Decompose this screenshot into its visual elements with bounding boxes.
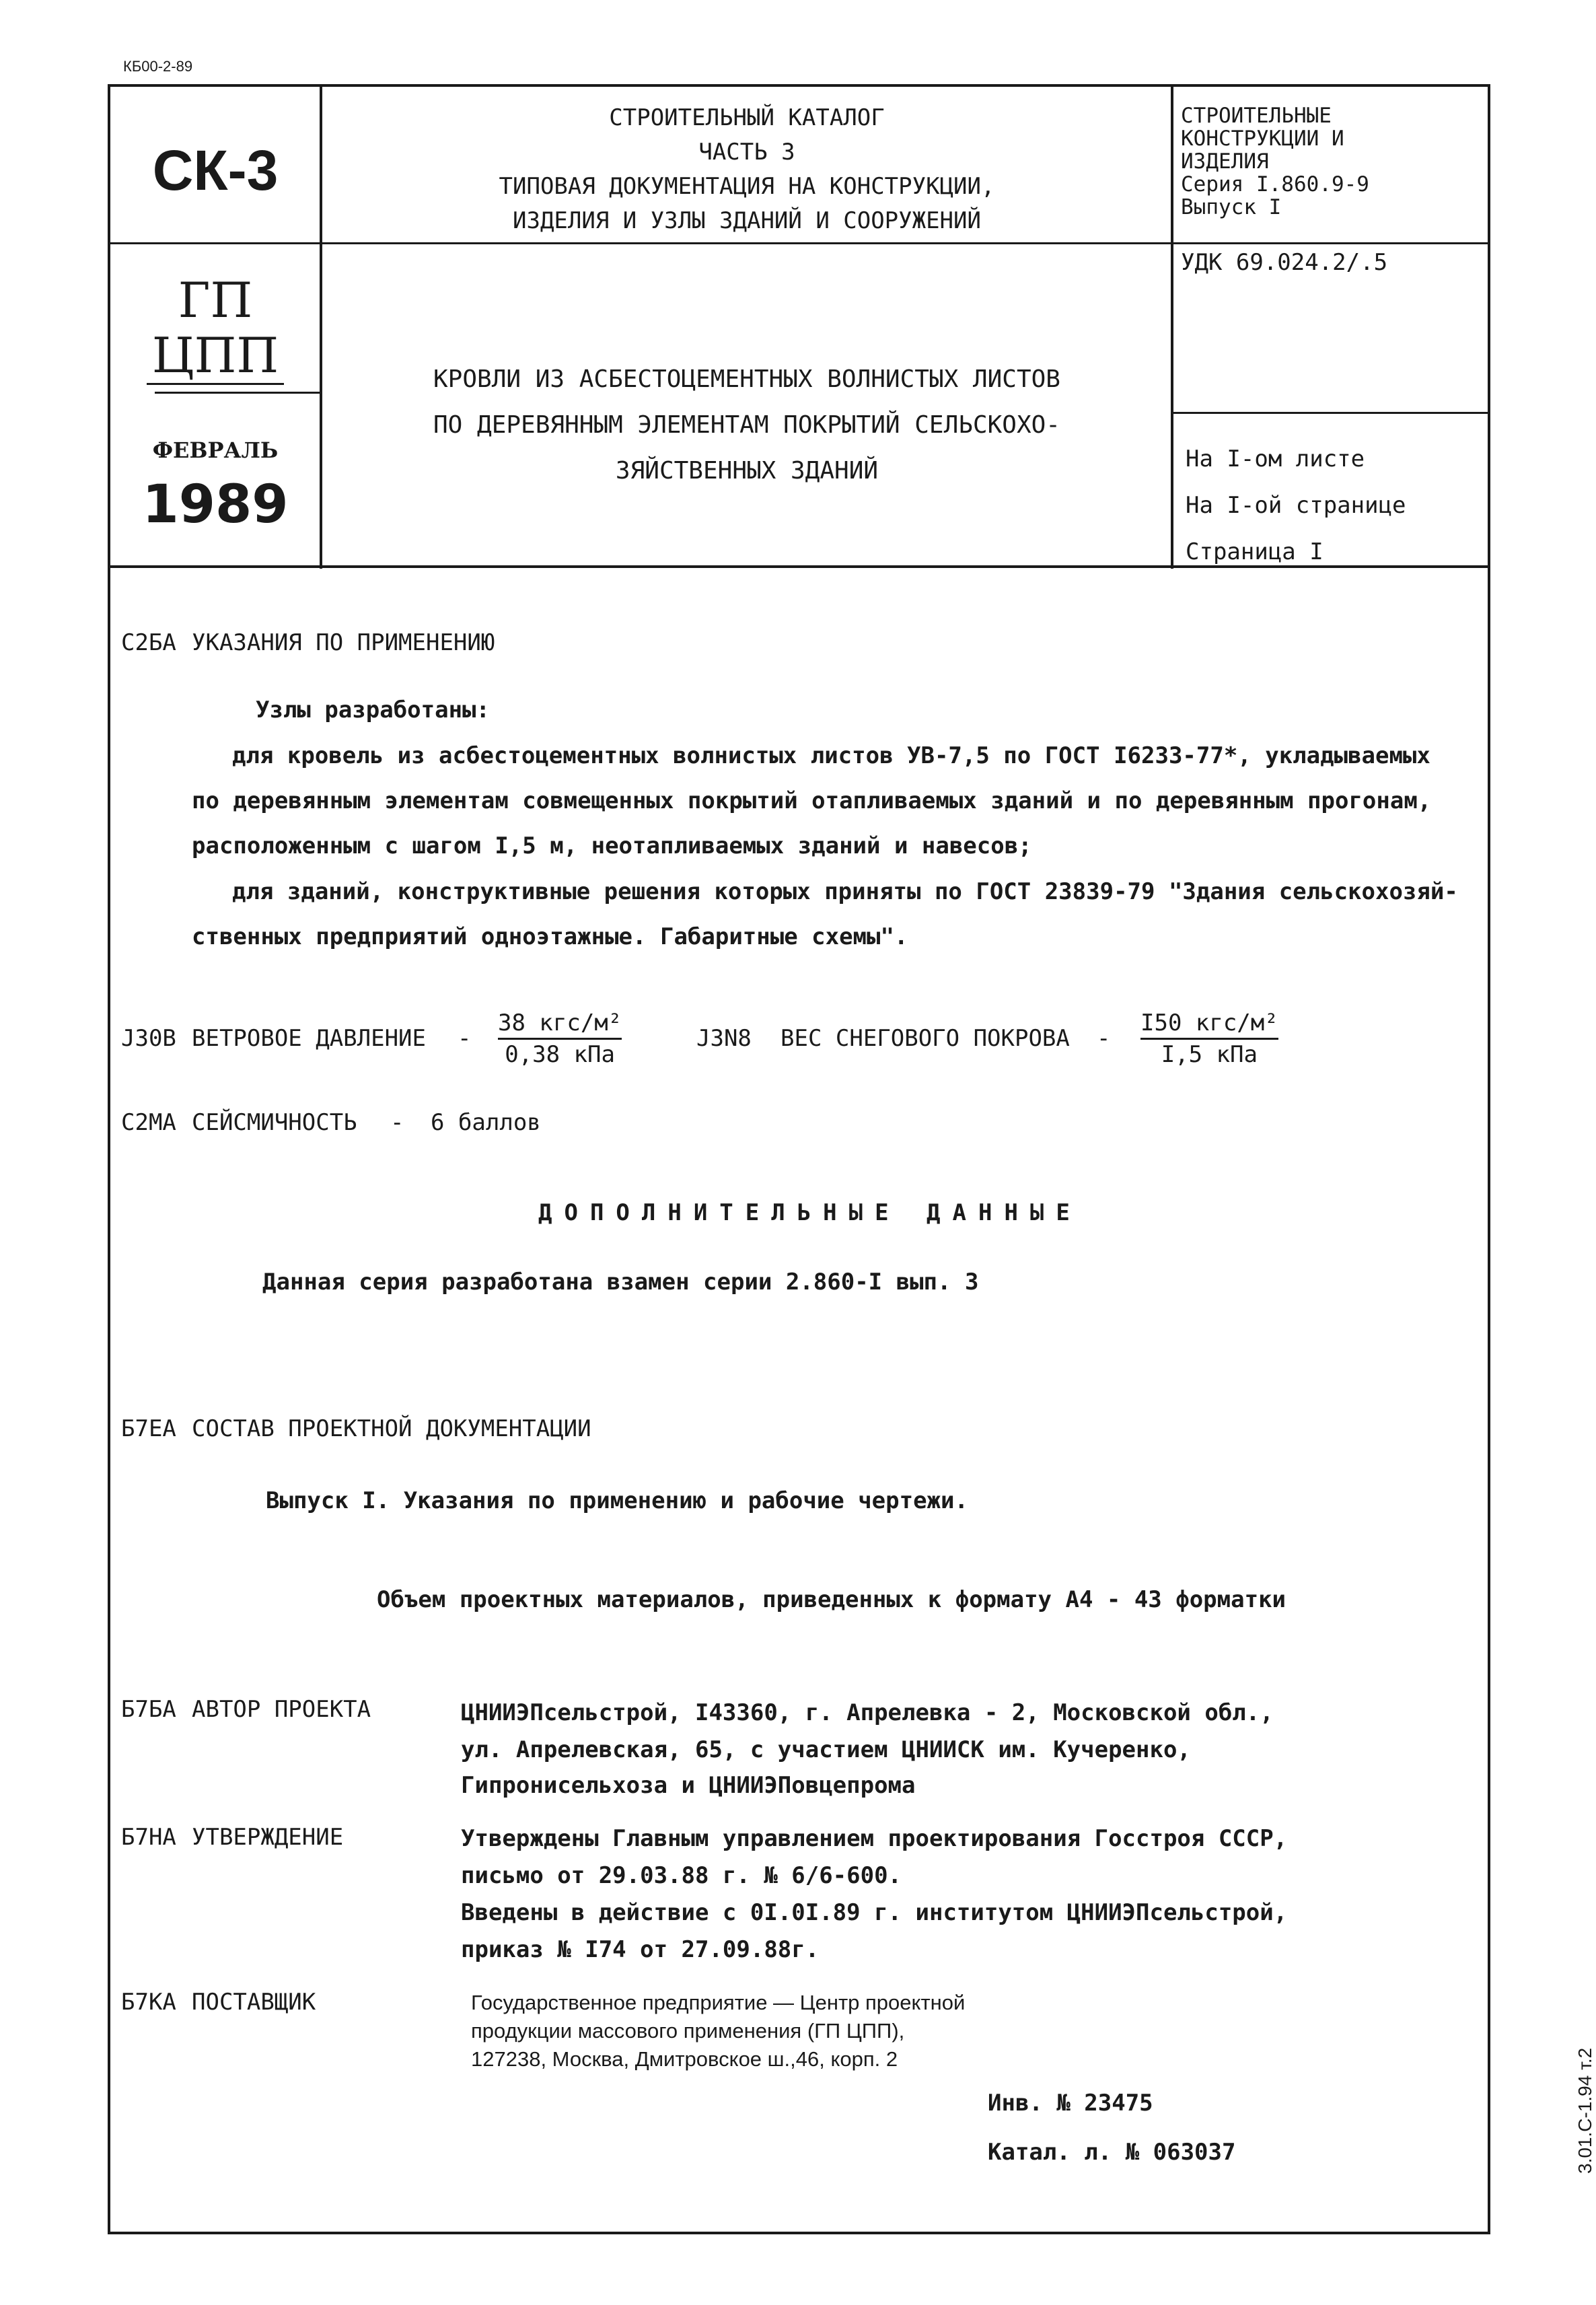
document-title xyxy=(326,357,1167,494)
grid-line-header-bottom xyxy=(108,242,1490,244)
seismic-code: С2МА xyxy=(121,1109,176,1136)
series-line: Серия I.860.9-9 xyxy=(1181,172,1369,197)
sheet-line: На I-ом листе xyxy=(1186,446,1365,472)
approval-line: Утверждены Главным управлением проектирования Госстроя СССР, xyxy=(461,1825,1288,1852)
sheet-info xyxy=(1186,436,1406,575)
category-line: СТРОИТЕЛЬНЫЕ xyxy=(1181,104,1332,128)
composition-heading: СОСТАВ ПРОЕКТНОЙ ДОКУМЕНТАЦИИ xyxy=(192,1415,591,1442)
issue-line: Выпуск I xyxy=(1181,195,1282,219)
wind-numerator: 38 кгс/м² xyxy=(498,1009,622,1036)
sheet-line: Страница I xyxy=(1186,538,1323,565)
author-line: ул. Апрелевская, 65, с участием ЦНИИСК им. Кучеренко, xyxy=(461,1736,1191,1763)
application-line: по деревянным элементам совмещенных покрытий отапливаемых зданий и по деревянным прогонам, xyxy=(192,787,1432,814)
approval-line: приказ № I74 от 27.09.88г. xyxy=(461,1936,820,1963)
org-block xyxy=(111,273,320,385)
application-line: для кровель из асбестоцементных волнистых листов УВ-7,5 по ГОСТ I6233-77*, укладываемых xyxy=(232,742,1430,769)
series-info xyxy=(1181,104,1369,219)
supplier-line: 127238, Москва, Дмитровское ш.,46, корп. 2 xyxy=(471,2047,898,2071)
header-line: ТИПОВАЯ ДОКУМЕНТАЦИЯ НА КОНСТРУКЦИИ, xyxy=(499,173,995,200)
supplier-line: продукции массового применения (ГП ЦПП), xyxy=(471,2019,905,2043)
wind-value xyxy=(498,1009,622,1068)
author-line: Гипронисельхоза и ЦНИИЭПовцепрома xyxy=(461,1772,916,1799)
approval-code: Б7НА xyxy=(121,1824,176,1851)
composition-code: Б7ЕА xyxy=(121,1415,176,1442)
wind-dash: - xyxy=(458,1025,472,1052)
additional-text: Данная серия разработана взамен серии 2.860-I вып. 3 xyxy=(262,1269,979,1296)
inventory-number: Инв. № 23475 xyxy=(988,2090,1153,2117)
application-line: ственных предприятий одноэтажные. Габаритные схемы". xyxy=(192,923,908,950)
seismic-dash: - xyxy=(390,1109,404,1136)
additional-heading: ДОПОЛНИТЕЛЬНЫЕ ДАННЫЕ xyxy=(538,1199,1082,1226)
composition-volume: Объем проектных материалов, приведенных к формату А4 - 43 форматки xyxy=(377,1586,1286,1613)
udk-code: УДК 69.024.2/.5 xyxy=(1181,249,1388,276)
snow-numerator: I50 кгс/м² xyxy=(1140,1009,1278,1036)
supplier-code: Б7КА xyxy=(121,1989,176,2016)
composition-issue: Выпуск I. Указания по применению и рабочие чертежи. xyxy=(266,1487,968,1514)
fraction-bar xyxy=(498,1038,622,1040)
author-heading: АВТОР ПРОЕКТА xyxy=(192,1696,371,1723)
sheet-line: На I-ой странице xyxy=(1186,492,1406,519)
application-line: для зданий, конструктивные решения которых приняты по ГОСТ 23839-79 "Здания сельскохозяй- xyxy=(232,878,1458,905)
snow-code: J3N8 xyxy=(696,1025,752,1052)
supplier-line: Государственное предприятие — Центр проектной xyxy=(471,1991,966,2014)
date-month: ФЕВРАЛЬ xyxy=(152,437,279,463)
snow-denominator: I,5 кПа xyxy=(1161,1041,1258,1068)
seismic-label: СЕЙСМИЧНОСТЬ xyxy=(192,1109,357,1136)
author-code: Б7БА xyxy=(121,1696,176,1723)
org-line-2: ЦПП xyxy=(147,328,284,385)
approval-line: Введены в действие с 0I.0I.89 г. институтом ЦНИИЭПсельстрой, xyxy=(461,1899,1288,1926)
grid-line-udk-bottom xyxy=(1171,412,1490,414)
wind-code: J30B xyxy=(121,1025,176,1052)
seismic-value: 6 баллов xyxy=(431,1109,541,1136)
title-line: КРОВЛИ ИЗ АСБЕСТОЦЕМЕНТНЫХ ВОЛНИСТЫХ ЛИСТОВ xyxy=(433,365,1060,393)
catalog-header xyxy=(326,101,1167,238)
supplier-heading: ПОСТАВЩИК xyxy=(192,1989,316,2016)
category-line: КОНСТРУКЦИИ И xyxy=(1181,127,1344,151)
snow-dash: - xyxy=(1097,1025,1111,1052)
snow-value xyxy=(1140,1009,1278,1068)
author-line: ЦНИИЭПсельстрой, I43360, г. Апрелевка - 2, Московской обл., xyxy=(461,1699,1274,1726)
wind-denominator: 0,38 кПа xyxy=(505,1041,615,1068)
grid-line-right xyxy=(1171,84,1173,569)
date-year: 1989 xyxy=(142,474,289,535)
approval-heading: УТВЕРЖДЕНИЕ xyxy=(192,1824,344,1851)
fraction-bar xyxy=(1140,1038,1278,1040)
section-code: С2БА xyxy=(121,629,176,656)
header-line: ИЗДЕЛИЯ И УЗЛЫ ЗДАНИЙ И СООРУЖЕНИЙ xyxy=(513,207,981,234)
application-line: расположенным с шагом I,5 м, неотапливаемых зданий и навесов; xyxy=(192,832,1032,859)
side-stamp: 3.01.С-1.94 т.2 xyxy=(1574,2047,1595,2174)
title-line: ПО ДЕРЕВЯННЫМ ЭЛЕМЕНТАМ ПОКРЫТИЙ СЕЛЬСКОХО- xyxy=(433,411,1060,439)
grid-line-org-divider xyxy=(155,392,320,394)
wind-label: ВЕТРОВОЕ ДАВЛЕНИЕ xyxy=(192,1025,426,1052)
catalog-code: СК-3 xyxy=(152,139,279,202)
catalog-sheet-number: Катал. л. № 063037 xyxy=(988,2139,1236,2166)
section-heading: УКАЗАНИЯ ПО ПРИМЕНЕНИЮ xyxy=(192,629,495,656)
corner-code: КБ00-2-89 xyxy=(123,58,193,75)
org-line-1: ГП xyxy=(178,272,253,328)
snow-label: ВЕС СНЕГОВОГО ПОКРОВА xyxy=(781,1025,1070,1052)
grid-line-left xyxy=(320,84,322,569)
category-line: ИЗДЕЛИЯ xyxy=(1181,149,1269,174)
application-intro: Узлы разработаны: xyxy=(256,697,490,723)
header-line: СТРОИТЕЛЬНЫЙ КАТАЛОГ xyxy=(609,104,885,131)
header-line: ЧАСТЬ 3 xyxy=(698,139,795,166)
title-line: ЗЯЙСТВЕННЫХ ЗДАНИЙ xyxy=(615,457,879,485)
approval-line: письмо от 29.03.88 г. № 6/6-600. xyxy=(461,1862,902,1889)
